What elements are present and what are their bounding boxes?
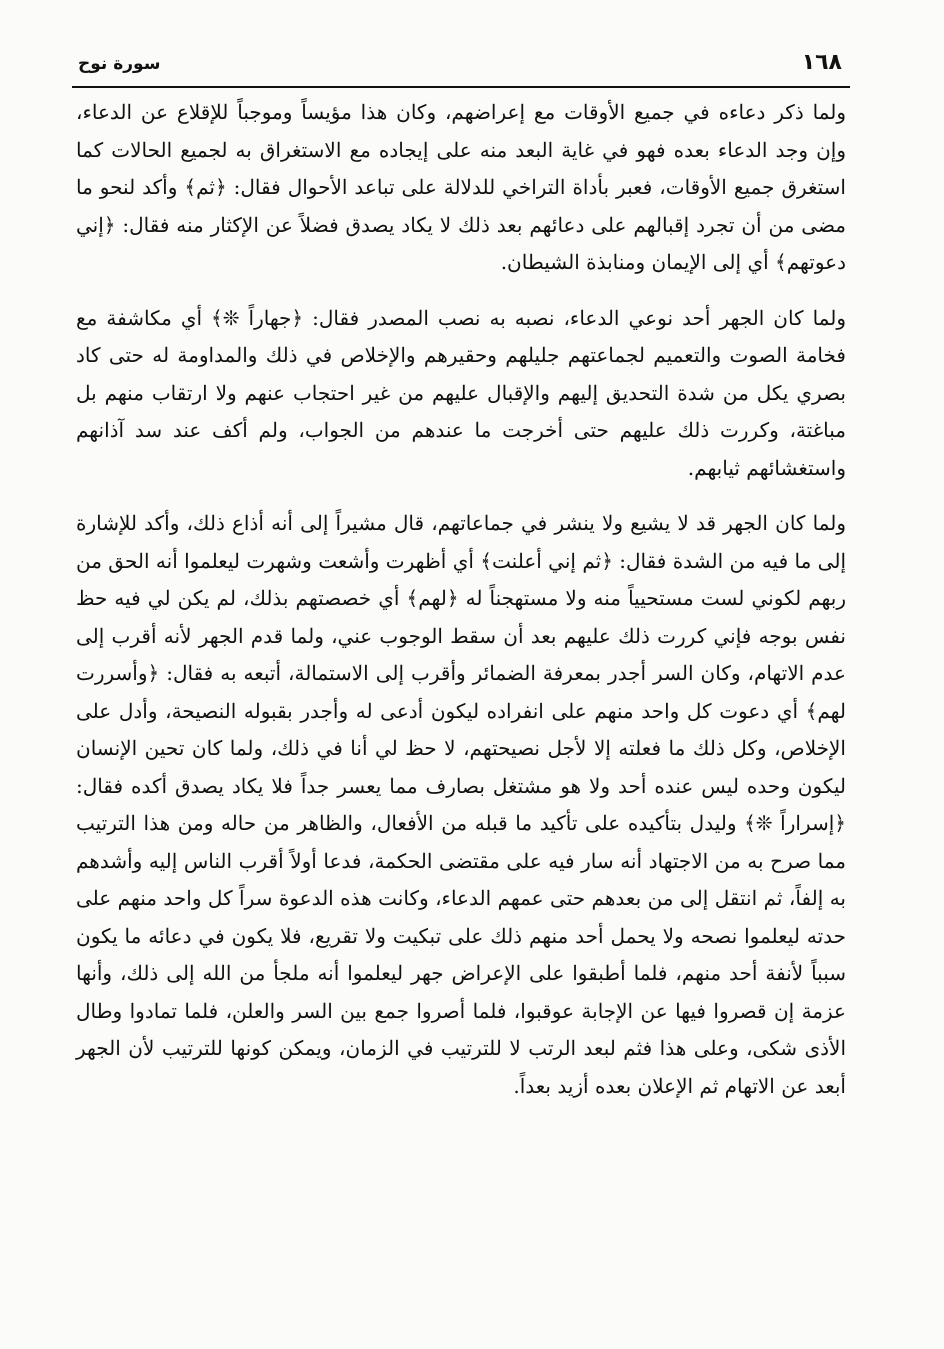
running-header	[72, 48, 848, 88]
paragraph-1: ولما ذكر دعاءه في جميع الأوقات مع إعراضهم، وكان هذا مؤيساً وموجباً للإقلاع عن الدعاء، وإن وجد الدعاء بعده فهو في غاية البعد منه على إيجاده مع الاستغراق به لجميع الحالات كما استغرق جميع الأوقات، فعبر بأداة التراخي للدلالة على تباعد الأحوال فقال: ﴿ثم﴾ وأكد لنحو ما مضى من أن تجرد إقبالهم على دعائهم بعد ذلك لا يكاد يصدق فضلاً عن الإكثار منه فقال: ﴿إني دعوتهم﴾ أي إلى الإيمان ومنابذة الشيطان.	[76, 100, 847, 274]
header-divider	[72, 86, 850, 88]
surah-title: سورة نوح	[78, 54, 161, 74]
paragraph-3: ولما كان الجهر قد لا يشيع ولا ينشر في جماعاتهم، قال مشيراً إلى أنه أذاع ذلك، وأكد للإشارة إلى ما فيه من الشدة فقال: ﴿ثم إني أعلنت﴾ أي أظهرت وأشعت وشهرت ليعلموا أنه الحق من ربهم لكوني لست مستحيياً منه ولا مستهجناً له ﴿لهم﴾ أي خصصتهم بذلك، لم يكن لي فيه حظ نفس بوجه فإني كررت ذلك عليهم بعد أن سقط الوجوب عني، ولما قدم الجهر لأنه أقرب إلى عدم الاتهام، وكان السر أجدر بمعرفة الضمائر وأقرب إلى الاستمالة، أتبعه به فقال: ﴿وأسررت لهم﴾ أي دعوت كل واحد منهم على انفراده ليكون أدعى له وأجدر بقبوله النصيحة، وأدل على الإخلاص، وكل ذلك ما فعلته إلا لأجل نصيحتهم، لا حظ لي أنا في ذلك، ولما كان تحين الإنسان ليكون وحده ليس عنده أحد ولا هو مشتغل بصارف مما يعسر جداً فلا يكاد يصدق أكده فقال: ﴿إسراراً ❊﴾ وليدل بتأكيده على تأكيد ما قبله من الأفعال، والظاهر من حاله ومن هذا الترتيب مما صرح به من الاجتهاد أنه سار فيه على مقتضى الحكمة، فدعا أولاً أقرب الناس إليه وأشدهم به إلفاً، ثم انتقل إلى من بعدهم حتى عمهم الدعاء، وكانت هذه الدعوة سراً كل واحد منهم على حدته ليعلموا نصحه ولا يحمل أحد منهم ذلك على تبكيت ولا تقريع، فلا يكون في دعائه ما يكون سبباً لأنفة أحد منهم، فلما أطبقوا على الإعراض جهر ليعلموا أنه ملجأ من الله إلى ذلك، وأنها عزمة إن قصروا فيها عن الإجابة عوقبوا، فلما أصروا جمع بين السر والعلن، فلما تمادوا وطال الأذى شكى، وعلى هذا فثم لبعد الرتب لا للترتيب في الزمان، ويمكن كونها للترتيب لأن الجهر أبعد عن الاتهام ثم الإعلان بعده أزيد بعداً.	[76, 511, 846, 1098]
paragraph-2: ولما كان الجهر أحد نوعي الدعاء، نصبه به نصب المصدر فقال: ﴿جهاراً ❊﴾ أي مكاشفة مع فخامة الصوت والتعميم لجماعتهم جليلهم وحقيرهم والإخلاص في ذلك والمداومة له حتى كاد بصري يكل من شدة التحديق إليهم والإقبال عليهم من غير احتجاب عنهم ولا ارتقاب منهم بل مباغتة، وكررت ذلك عليهم حتى أخرجت ما عندهم من الجواب، ولم أكف عند سد آذانهم واستغشائهم ثيابهم.	[76, 305, 846, 480]
body-text	[76, 94, 846, 1105]
page-number: ١٦٨	[801, 50, 842, 75]
